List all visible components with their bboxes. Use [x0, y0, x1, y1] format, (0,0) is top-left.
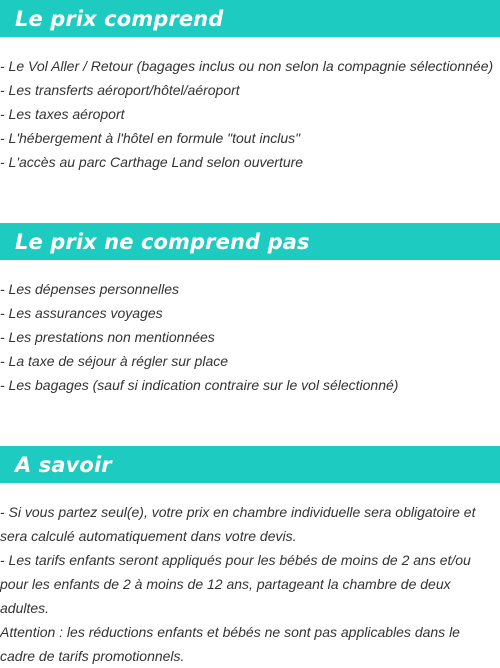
info-paragraphs — [0, 500, 500, 668]
included-list — [0, 54, 500, 174]
info-paragraph: - Si vous partez seul(e), votre prix en chambre individuelle sera obligatoire et sera calculé automatiquement dans votre devis. — [0, 504, 476, 544]
list-item: - Le Vol Aller / Retour (bagages inclus ou non selon la compagnie sélectionnée) — [0, 58, 494, 74]
list-item: - Les taxes aéroport — [0, 106, 125, 122]
list-item: - L'hébergement à l'hôtel en formule "tout inclus" — [0, 130, 301, 146]
list-item: - Les transferts aéroport/hôtel/aéroport — [0, 82, 240, 98]
section-good-to-know — [0, 446, 500, 668]
list-item: - Les bagages (sauf si indication contraire sur le vol sélectionné) — [0, 377, 399, 393]
section-header — [0, 223, 500, 260]
section-header — [0, 446, 500, 483]
list-item: - Les dépenses personnelles — [0, 281, 180, 297]
excluded-list — [0, 277, 500, 397]
list-item: - Les prestations non mentionnées — [0, 329, 215, 345]
section-header — [0, 0, 500, 37]
section-price-excludes — [0, 223, 500, 397]
section-price-includes — [0, 0, 500, 174]
list-item: - L'accès au parc Carthage Land selon ouverture — [0, 154, 304, 170]
info-paragraph: - Les tarifs enfants seront appliqués pour les bébés de moins de 2 ans et/ou pour les enfants de 2 à moins de 12 ans, partageant la chambre de deux adultes. — [0, 552, 471, 616]
list-item: - La taxe de séjour à régler sur place — [0, 353, 229, 369]
section-title: Le prix comprend — [15, 6, 224, 31]
section-title: Le prix ne comprend pas — [15, 229, 310, 254]
info-paragraph: Attention : les réductions enfants et bébés ne sont pas applicables dans le cadre de tarifs promotionnels. — [0, 624, 460, 664]
section-title: A savoir — [15, 452, 112, 477]
list-item: - Les assurances voyages — [0, 305, 163, 321]
